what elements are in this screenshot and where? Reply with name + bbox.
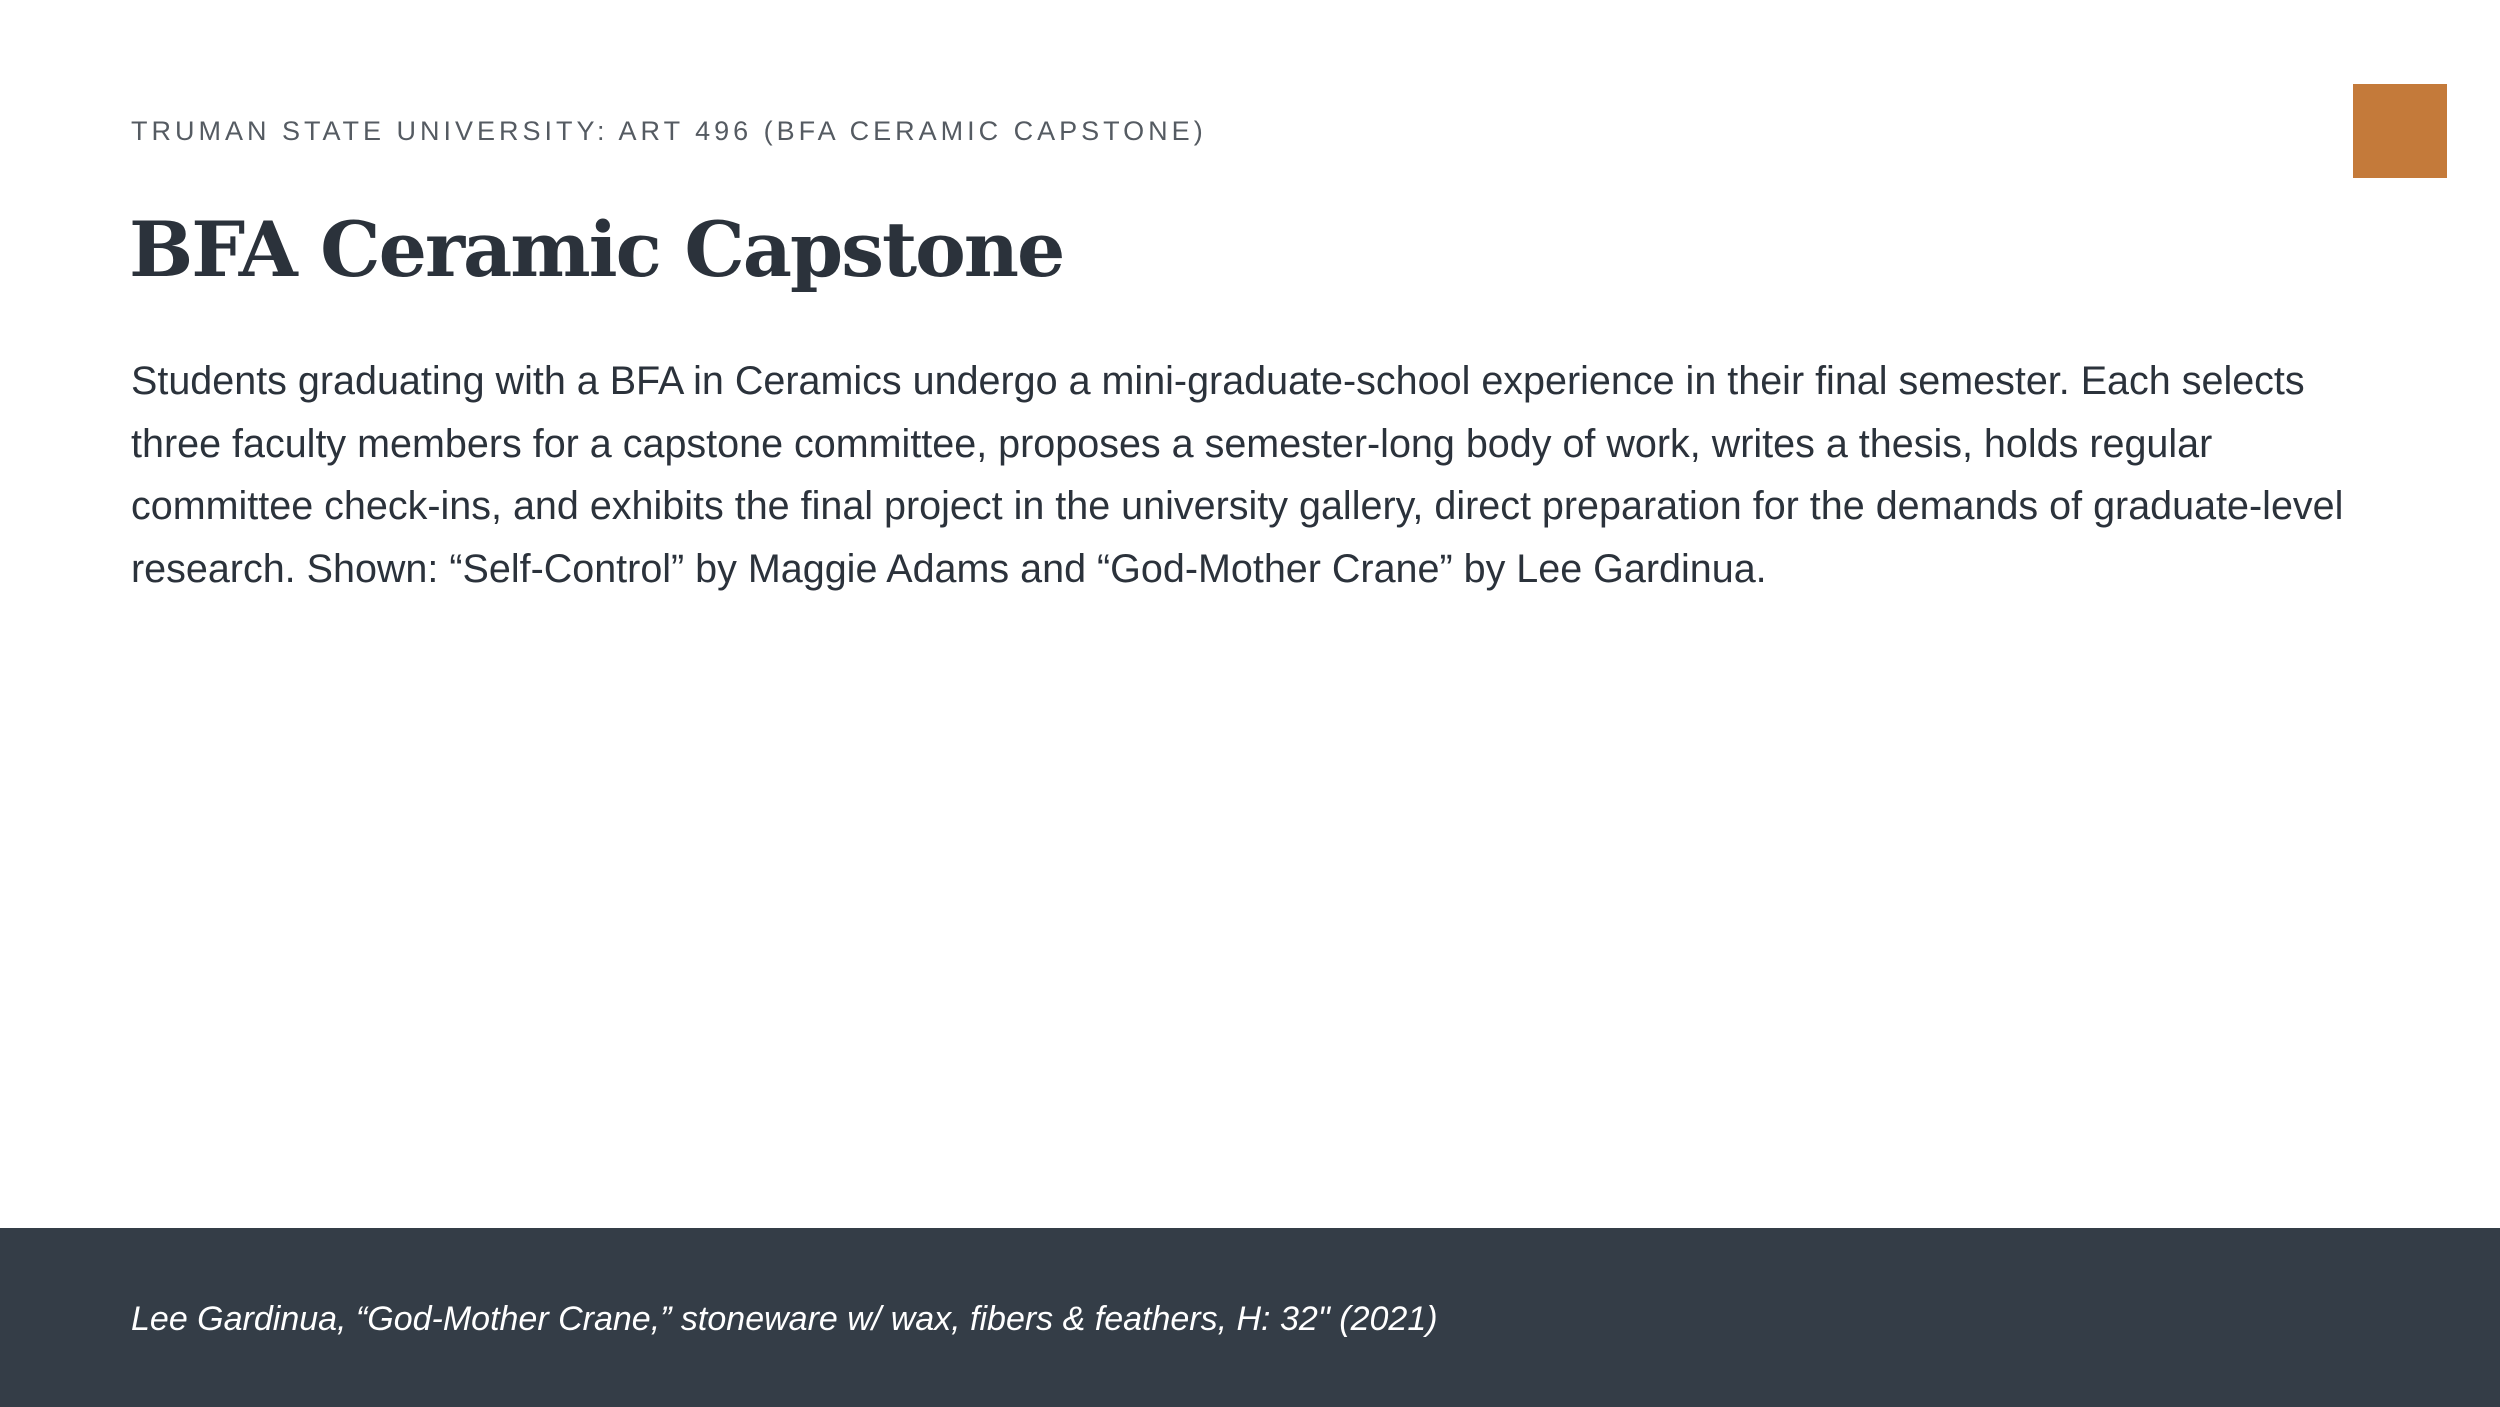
- image-caption: Lee Gardinua, “God-Mother Crane,” stoneware w/ wax, fibers & feathers, H: 32" (2021): [131, 1300, 1438, 1338]
- body-paragraph: Students graduating with a BFA in Ceramics undergo a mini-graduate-school experience in their final semester. Each selects three faculty members for a capstone committee, proposes a semester-long body of work, writes a thesis, holds regular committee check-ins, and exhibits the final project in the university gallery, direct preparation for the demands of graduate-level research. Shown: “Self-Control” by Maggie Adams and “God-Mother Crane” by Lee Gardinua.: [131, 359, 2344, 591]
- slide-title: BFA Ceramic Capstone: [129, 205, 1064, 294]
- accent-square: [2353, 84, 2447, 178]
- course-eyebrow: TRUMAN STATE UNIVERSITY: ART 496 (BFA CERAMIC CAPSTONE): [131, 116, 1207, 146]
